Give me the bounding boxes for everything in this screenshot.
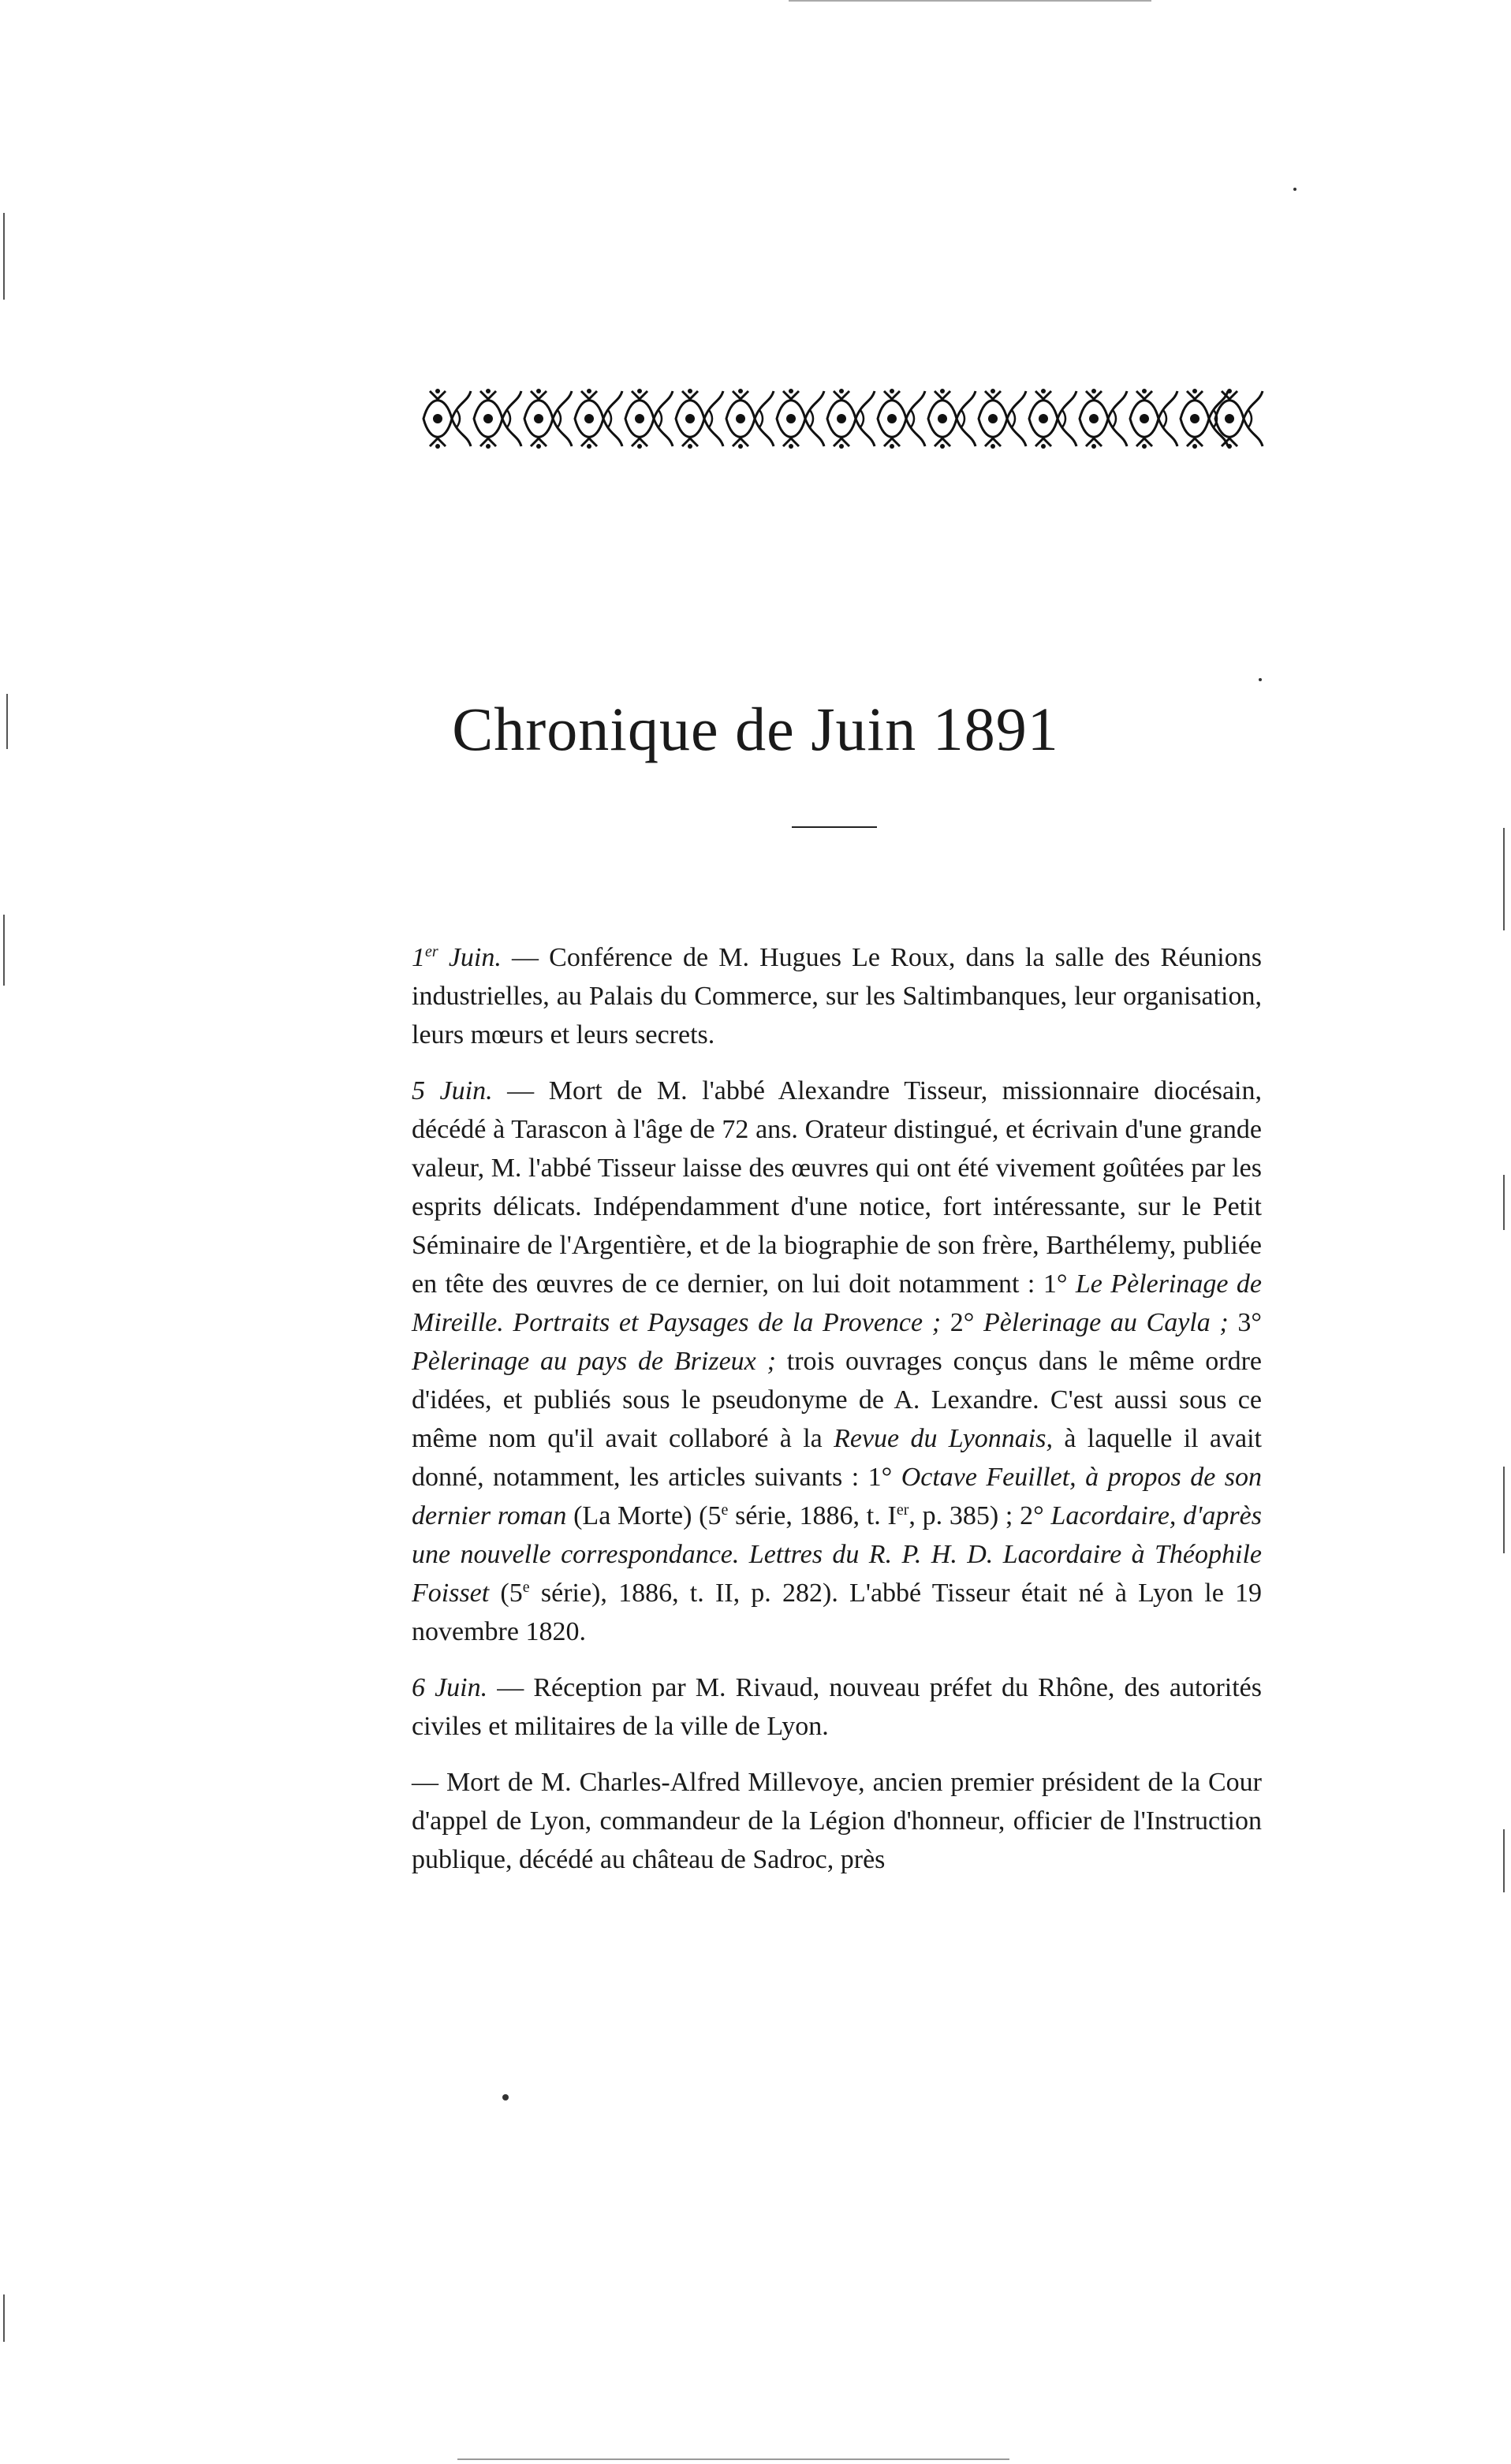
entry-date: 6 Juin. bbox=[412, 1673, 488, 1702]
chronicle-body bbox=[412, 938, 1262, 1896]
scan-edge-line bbox=[1503, 1829, 1505, 1892]
entry-text: série), 1886, t. II, p. 282). L'abbé Tisseur était né à Lyon le 19 novembre 1820. bbox=[412, 1579, 1263, 1646]
entry-date: 5 Juin. bbox=[412, 1076, 493, 1105]
entry-text: (5 bbox=[489, 1579, 523, 1608]
scan-edge-line bbox=[1503, 1175, 1505, 1230]
entry-text: — Mort de M. l'abbé Alexandre Tisseur, missionnaire diocésain, décédé à Tarascon à l'âge de 72 ans. Orateur distingué, et écrivain d'une grande valeur, M. l'abbé Tisseur laisse des œuvres qui ont été vivement goûtées par les esprits délicats. Indépendamment d'une notice, fort intéressante, sur le Petit Séminaire de l'Argentière, et de la biographie de son frère, Barthélemy, publiée en tête des œuvres de ce dernier, on lui doit notamment : 1° bbox=[412, 1076, 1262, 1299]
superscript: e bbox=[721, 1501, 729, 1519]
ornament-band-icon bbox=[422, 386, 1266, 451]
title-rule bbox=[792, 826, 877, 828]
date-day: 1 bbox=[412, 943, 425, 972]
scan-speck bbox=[502, 2094, 509, 2101]
entry-june-5 bbox=[412, 1072, 1262, 1651]
date-superscript: er bbox=[425, 943, 438, 960]
work-title: Pèlerinage au Cayla ; bbox=[983, 1308, 1229, 1337]
entry-text: 3° bbox=[1228, 1308, 1262, 1337]
scan-edge-line bbox=[3, 213, 5, 300]
scan-edge-line bbox=[3, 915, 5, 986]
work-title: Pèlerinage au pays de Brizeux ; bbox=[412, 1347, 776, 1376]
entry-text: — Mort de M. Charles-Alfred Millevoye, ancien premier président de la Cour d'appel de Lyon, commandeur de la Légion d'honneur, officier de l'Instruction publique, décédé au château de Sadroc, près bbox=[412, 1768, 1262, 1874]
entry-text: , p. 385) ; 2° bbox=[908, 1501, 1051, 1530]
scan-speck bbox=[1293, 188, 1296, 191]
entry-text: — Réception par M. Rivaud, nouveau préfet du Rhône, des autorités civiles et militaires de la ville de Lyon. bbox=[412, 1673, 1262, 1741]
work-title: Le Pèlerinage de Mireille. Portraits et Paysages de la Provence ; bbox=[412, 1269, 1262, 1337]
article-title: Octave Feuillet, à propos de son dernier roman bbox=[412, 1463, 1263, 1530]
scan-edge-line bbox=[3, 2294, 5, 2342]
page-title: Chronique de Juin 1891 bbox=[452, 695, 1059, 763]
scan-edge-line bbox=[6, 694, 8, 749]
scan-edge-line bbox=[1503, 828, 1505, 930]
entry-text: série, 1886, t. I bbox=[728, 1501, 897, 1530]
entry-june-6-second bbox=[412, 1763, 1262, 1879]
scan-edge-line bbox=[789, 0, 1151, 2]
scan-speck bbox=[1259, 678, 1262, 681]
scan-edge-line bbox=[457, 2458, 1009, 2460]
article-title: Lacordaire, d'après une nouvelle correspondance. Lettres du R. P. H. D. Lacordaire à Théophile Foisset bbox=[412, 1501, 1262, 1608]
date-month: Juin. bbox=[438, 943, 502, 972]
entry-text: à laquelle il avait donné, notamment, les articles suivants : 1° bbox=[412, 1424, 1262, 1492]
entry-june-1 bbox=[412, 938, 1262, 1054]
entry-date bbox=[412, 943, 502, 972]
entry-text: trois ouvrages conçus dans le même ordre d'idées, et publiés sous le pseudonyme de A. Lexandre. C'est aussi sous ce même nom qu'il avait collaboré à la bbox=[412, 1347, 1263, 1453]
journal-title: Revue du Lyonnais, bbox=[834, 1424, 1053, 1453]
entry-june-6 bbox=[412, 1668, 1262, 1746]
entry-text: (La Morte) (5 bbox=[566, 1501, 722, 1530]
superscript: e bbox=[522, 1579, 530, 1596]
entry-text: — Conférence de M. Hugues Le Roux, dans la salle des Réunions industrielles, au Palais du Commerce, sur les Saltimbanques, leur organisation, leurs mœurs et leurs secrets. bbox=[412, 943, 1262, 1049]
ornament-band bbox=[422, 386, 1266, 451]
entry-text: 2° bbox=[941, 1308, 984, 1337]
scan-edge-line bbox=[1503, 1467, 1505, 1553]
superscript: er bbox=[896, 1501, 909, 1519]
